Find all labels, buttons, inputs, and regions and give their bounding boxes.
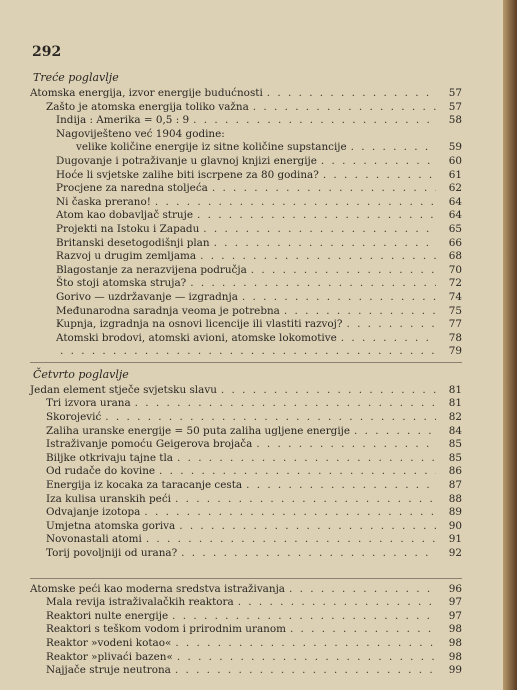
toc-entry-title: Atomska energija, izvor energije budućnosti [30, 87, 263, 99]
toc-entry-title: Britanski desetogodišnji plan [56, 236, 210, 249]
toc-entry-title: Zaliha uranske energije = 50 puta zaliha ugljene energije [46, 424, 351, 437]
toc-entry [30, 596, 462, 610]
toc-entry-page: 75 [448, 304, 462, 317]
toc-entry-page: 82 [448, 411, 462, 424]
toc-entry-page: 98 [448, 650, 462, 663]
toc-entry [30, 237, 462, 251]
toc-entry-title: Ni časka prerano! [56, 195, 151, 208]
toc-entry-title: Jedan element stječe svjetsku slavu [30, 383, 217, 396]
toc-entry-title: Iza kulisa uranskih peći [46, 492, 171, 505]
toc-entry-page: 98 [448, 636, 462, 649]
dot-leader [256, 438, 436, 452]
toc-entry-page: 91 [448, 533, 462, 546]
toc-entry-page: 78 [448, 331, 462, 344]
toc-entry [30, 664, 462, 678]
dot-leader [246, 479, 436, 493]
spacer [30, 561, 462, 575]
toc-entry [30, 291, 462, 305]
page-number: 292 [32, 44, 62, 60]
toc-entry [30, 141, 462, 155]
toc-entry [30, 623, 462, 637]
dot-leader [289, 583, 436, 597]
toc-entry [30, 547, 462, 561]
toc-entry-title: Reaktori s teškom vodom i prirodnim uranom [46, 623, 286, 636]
toc-entry-title: Mala revija istraživalačkih reaktora [46, 596, 234, 609]
toc-entry [30, 209, 462, 223]
dot-leader [146, 533, 436, 547]
toc-entry [30, 583, 462, 597]
toc-entry-page: 99 [448, 664, 462, 677]
dot-leader [60, 345, 436, 359]
dot-leader [321, 155, 436, 169]
dot-leader [323, 169, 436, 183]
toc-entry [30, 182, 462, 196]
toc-entry-title: Umjetna atomska goriva [46, 519, 176, 532]
toc-entry-page: 98 [448, 623, 462, 636]
toc-entry-page: 87 [448, 479, 462, 492]
toc-entry-title: Reaktor »vodeni kotao« [46, 636, 172, 649]
toc-entry [30, 610, 462, 624]
toc-entry-title: Najjače struje neutrona [46, 664, 171, 677]
table-of-contents [30, 70, 462, 678]
dot-leader [159, 465, 436, 479]
dot-leader [177, 651, 436, 665]
toc-entry [30, 264, 462, 278]
toc-entry-page: 59 [448, 141, 462, 154]
dot-leader [190, 277, 436, 291]
toc-entry-title: Zašto je atomska energija toliko važna [46, 100, 249, 113]
toc-entry [30, 196, 462, 210]
toc-entry-title: Novonastali atomi [46, 533, 142, 546]
dot-leader [144, 506, 436, 520]
dot-leader [341, 332, 436, 346]
toc-entry [30, 250, 462, 264]
dot-leader [267, 87, 436, 101]
toc-entry-page: 58 [448, 114, 462, 127]
toc-entry [30, 87, 462, 101]
dot-leader [179, 520, 436, 534]
dot-leader [242, 291, 436, 305]
toc-entry-page: 64 [448, 209, 462, 222]
toc-entry-page: 64 [448, 195, 462, 208]
dot-leader [175, 664, 436, 678]
toc-entry [30, 155, 462, 169]
toc-entry [30, 384, 462, 398]
dot-leader [253, 101, 436, 115]
toc-entry-title: velike količine energije iz sitne količine supstancije [76, 141, 347, 154]
toc-entry [30, 452, 462, 466]
chapter-5-list [30, 583, 462, 678]
toc-entry-title: Dugovanje i potraživanje u glavnoj knjizi energije [56, 154, 317, 167]
toc-entry-title: Nagoviješteno već 1904 godine: [56, 127, 225, 140]
toc-entry-title: Tri izvora urana [46, 397, 131, 410]
divider [30, 362, 462, 363]
toc-entry [30, 411, 462, 425]
dot-leader [175, 493, 436, 507]
toc-entry [30, 277, 462, 291]
toc-entry-title: Odvajanje izotopa [46, 506, 141, 519]
toc-entry-title: Razvoj u drugim zemljama [56, 250, 197, 263]
dot-leader [251, 264, 436, 278]
dot-leader [214, 237, 436, 251]
toc-entry-page: 89 [448, 506, 462, 519]
toc-entry-title: Od rudače do kovine [46, 465, 156, 478]
toc-entry-title: Međunarodna saradnja veoma je potrebna [56, 304, 280, 317]
toc-entry [30, 128, 462, 142]
toc-entry-page: 86 [448, 465, 462, 478]
dot-leader [351, 141, 436, 155]
toc-entry-title: Atom kao dobavljač struje [56, 209, 193, 222]
toc-entry-title: Procjene za naredna stoljeća [56, 182, 208, 195]
toc-entry-title: Atomske peći kao moderna sredstva istraživanja [30, 582, 285, 595]
toc-entry-page: 74 [448, 290, 462, 303]
chapter-3-list [30, 87, 462, 359]
dot-leader [203, 223, 436, 237]
toc-entry-title: Torij povoljniji od urana? [46, 547, 178, 559]
toc-entry-page: 96 [448, 582, 462, 595]
toc-entry-page: 60 [448, 154, 462, 167]
toc-entry [30, 345, 462, 359]
toc-entry [30, 101, 462, 115]
dot-leader [197, 209, 436, 223]
toc-entry-title: Biljke otkrivaju tajne tla [46, 451, 173, 464]
toc-entry-page: 65 [448, 222, 462, 235]
toc-entry-title: Hoće li svjetske zalihe biti iscrpene za 80 godina? [56, 168, 319, 181]
dot-leader [155, 196, 436, 210]
toc-entry-page: 72 [448, 277, 462, 290]
toc-entry [30, 305, 462, 319]
toc-entry [30, 223, 462, 237]
toc-entry-title: Energija iz kocaka za taracanje cesta [46, 479, 243, 492]
toc-entry-page: 79 [448, 345, 462, 358]
toc-entry [30, 397, 462, 411]
toc-entry-page: 81 [448, 383, 462, 396]
toc-entry-page: 97 [448, 609, 462, 622]
dot-leader [346, 318, 436, 332]
toc-entry [30, 318, 462, 332]
chapter-4-heading: Četvrto poglavlje [33, 367, 129, 381]
toc-entry-page: 88 [448, 492, 462, 505]
toc-entry [30, 332, 462, 346]
dot-leader [290, 623, 436, 637]
dot-leader [212, 182, 436, 196]
toc-entry-title: Skorojević [46, 411, 102, 424]
divider [30, 578, 462, 579]
toc-entry-page: 77 [448, 318, 462, 331]
toc-entry-page: 84 [448, 424, 462, 437]
toc-entry [30, 425, 462, 439]
toc-entry-title: Kupnja, izgradnja na osnovi licencije ili vlastiti razvoj? [56, 318, 343, 331]
toc-entry [30, 506, 462, 520]
toc-entry-title: Projekti na Istoku i Zapadu [56, 222, 200, 235]
toc-entry-page: 57 [448, 87, 462, 99]
dot-leader [135, 397, 436, 411]
toc-entry [30, 533, 462, 547]
toc-entry [30, 479, 462, 493]
toc-entry [30, 637, 462, 651]
toc-entry [30, 114, 462, 128]
dot-leader [175, 637, 436, 651]
toc-entry-page: 92 [448, 547, 462, 559]
toc-entry-title: Indija : Amerika = 0,5 : 9 [56, 114, 190, 127]
toc-entry [30, 520, 462, 534]
toc-entry-page: 85 [448, 438, 462, 451]
dot-leader [221, 384, 436, 398]
toc-entry-title: Što stoji atomska struja? [56, 277, 187, 290]
toc-entry-title: Gorivo — uzdržavanje — izgradnja [56, 290, 238, 303]
toc-entry-title: Reaktori nulte energije [46, 609, 169, 622]
toc-entry-page: 57 [448, 100, 462, 113]
toc-entry-page: 85 [448, 451, 462, 464]
toc-entry [30, 493, 462, 507]
toc-entry-title: Reaktor »plivaći bazen« [46, 650, 173, 663]
dot-leader [181, 547, 436, 561]
toc-entry-page: 66 [448, 236, 462, 249]
toc-entry [30, 438, 462, 452]
book-spine [503, 0, 517, 690]
toc-entry-page: 62 [448, 182, 462, 195]
toc-entry-page: 90 [448, 519, 462, 532]
toc-entry-page: 97 [448, 596, 462, 609]
toc-entry [30, 651, 462, 665]
dot-leader [105, 411, 436, 425]
dot-leader [172, 610, 436, 624]
dot-leader [354, 425, 436, 439]
chapter-3-heading: Treće poglavlje [33, 71, 119, 84]
dot-leader [238, 596, 436, 610]
toc-entry-title: Istraživanje pomoću Geigerova brojača [46, 438, 253, 451]
toc-entry-page: 68 [448, 250, 462, 263]
toc-entry-title: Atomski brodovi, atomski avioni, atomske lokomotive [56, 331, 337, 344]
toc-entry-page: 70 [448, 263, 462, 276]
dot-leader [200, 250, 436, 264]
toc-entry [30, 169, 462, 183]
toc-entry [30, 465, 462, 479]
dot-leader [284, 305, 436, 319]
chapter-4-list [30, 384, 462, 561]
toc-entry-title: Blagostanje za nerazvijena područja [56, 263, 247, 276]
dot-leader [193, 114, 436, 128]
toc-entry-page: 61 [448, 168, 462, 181]
dot-leader [177, 452, 436, 466]
toc-entry-page: 81 [448, 397, 462, 410]
